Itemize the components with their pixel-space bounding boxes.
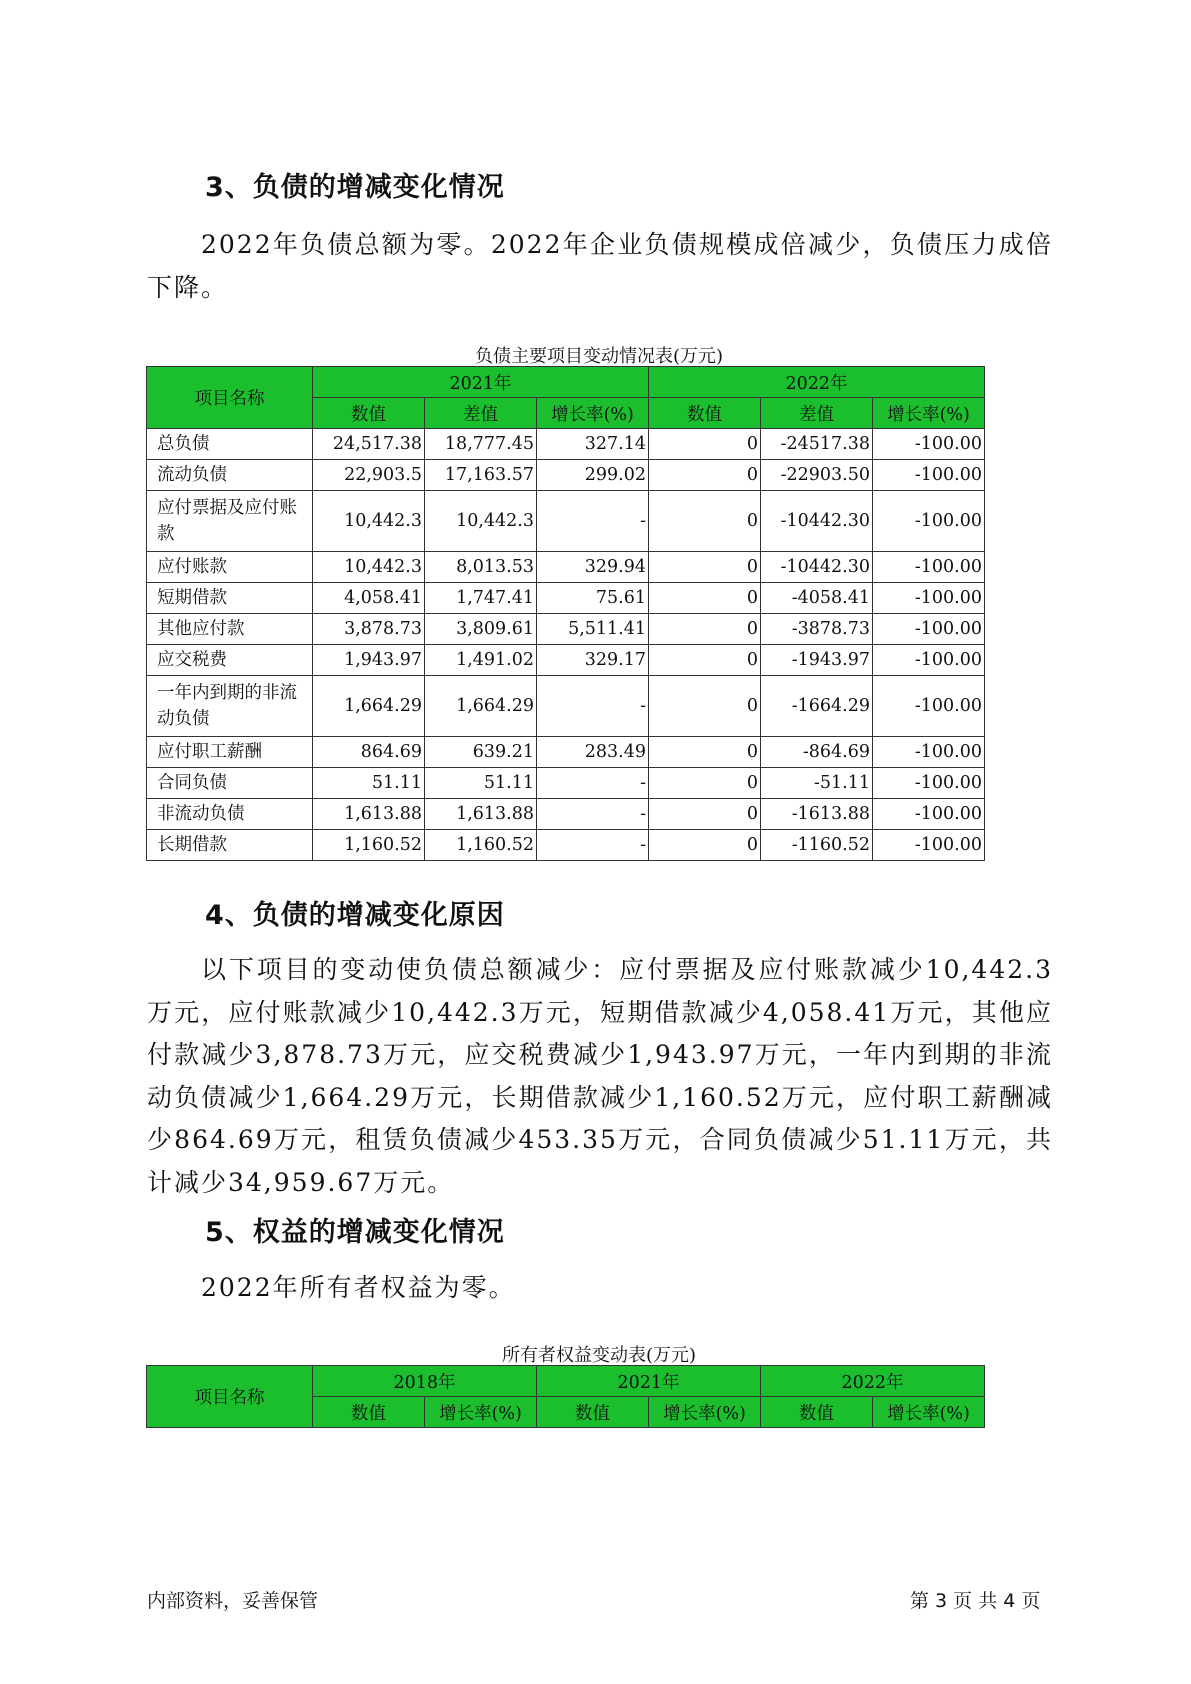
- value-2022-cell: 0: [649, 552, 761, 583]
- item-name-cell: 应付账款: [147, 552, 313, 583]
- header-diff: 差值: [761, 398, 873, 429]
- diff-2022-cell: -1613.88: [761, 799, 873, 830]
- table2-caption: 所有者权益变动表(万元): [501, 1345, 697, 1366]
- diff-2021-cell: 8,013.53: [425, 552, 537, 583]
- item-name-cell: 其他应付款: [147, 614, 313, 645]
- section3-heading: 3、负债的增减变化情况: [205, 172, 505, 203]
- diff-2022-cell: -1160.52: [761, 830, 873, 861]
- header-value: 数值: [313, 398, 425, 429]
- value-2022-cell: 0: [649, 583, 761, 614]
- value-2021-cell: 51.11: [313, 768, 425, 799]
- item-name-cell: 应交税费: [147, 645, 313, 676]
- header-growth: 增长率(%): [873, 1397, 985, 1428]
- diff-2021-cell: 51.11: [425, 768, 537, 799]
- growth-2022-cell: -100.00: [873, 429, 985, 460]
- header-growth: 增长率(%): [873, 398, 985, 429]
- diff-2021-cell: 3,809.61: [425, 614, 537, 645]
- item-name-cell: 应付票据及应付账款: [147, 491, 313, 552]
- header-growth: 增长率(%): [537, 398, 649, 429]
- table-row: [147, 429, 985, 460]
- growth-2021-cell: 75.61: [537, 583, 649, 614]
- header-year-2022: 2022年: [761, 1366, 985, 1397]
- diff-2022-cell: -3878.73: [761, 614, 873, 645]
- table-row: [147, 768, 985, 799]
- value-2021-cell: 10,442.3: [313, 552, 425, 583]
- growth-2021-cell: -: [537, 799, 649, 830]
- value-2021-cell: 22,903.5: [313, 460, 425, 491]
- table-row: [147, 583, 985, 614]
- footer-confidential: 内部资料，妥善保管: [147, 1590, 319, 1612]
- table-row: [147, 676, 985, 737]
- header-year-2022: 2022年: [649, 367, 985, 398]
- header-year-2021: 2021年: [537, 1366, 761, 1397]
- header-value: 数值: [313, 1397, 425, 1428]
- growth-2022-cell: -100.00: [873, 460, 985, 491]
- value-2021-cell: 1,613.88: [313, 799, 425, 830]
- section5-paragraph: 2022年所有者权益为零。: [201, 1273, 516, 1302]
- table-row: [147, 460, 985, 491]
- item-name-cell: 非流动负债: [147, 799, 313, 830]
- item-name-cell: 长期借款: [147, 830, 313, 861]
- value-2021-cell: 1,943.97: [313, 645, 425, 676]
- header-diff: 差值: [425, 398, 537, 429]
- value-2022-cell: 0: [649, 768, 761, 799]
- growth-2022-cell: -100.00: [873, 614, 985, 645]
- diff-2022-cell: -1943.97: [761, 645, 873, 676]
- item-name-cell: 短期借款: [147, 583, 313, 614]
- value-2021-cell: 4,058.41: [313, 583, 425, 614]
- growth-2021-cell: 5,511.41: [537, 614, 649, 645]
- table1-caption: 负债主要项目变动情况表(万元): [474, 346, 724, 367]
- footer-page-number: 第 3 页 共 4 页: [910, 1590, 1041, 1612]
- equity-table: [146, 1365, 985, 1428]
- growth-2022-cell: -100.00: [873, 799, 985, 830]
- value-2022-cell: 0: [649, 491, 761, 552]
- growth-2022-cell: -100.00: [873, 552, 985, 583]
- header-year-2018: 2018年: [313, 1366, 537, 1397]
- diff-2022-cell: -51.11: [761, 768, 873, 799]
- growth-2022-cell: -100.00: [873, 645, 985, 676]
- growth-2022-cell: -100.00: [873, 768, 985, 799]
- header-value: 数值: [537, 1397, 649, 1428]
- section4-heading: 4、负债的增减变化原因: [205, 900, 505, 931]
- growth-2022-cell: -100.00: [873, 737, 985, 768]
- item-name-cell: 一年内到期的非流动负债: [147, 676, 313, 737]
- diff-2021-cell: 18,777.45: [425, 429, 537, 460]
- growth-2022-cell: -100.00: [873, 830, 985, 861]
- growth-2021-cell: 329.94: [537, 552, 649, 583]
- growth-2022-cell: -100.00: [873, 676, 985, 737]
- growth-2021-cell: 283.49: [537, 737, 649, 768]
- growth-2022-cell: -100.00: [873, 583, 985, 614]
- table-row: [147, 830, 985, 861]
- diff-2021-cell: 1,613.88: [425, 799, 537, 830]
- header-item-name: 项目名称: [147, 367, 313, 429]
- table-row: [147, 491, 985, 552]
- table-row: [147, 799, 985, 830]
- value-2021-cell: 24,517.38: [313, 429, 425, 460]
- diff-2021-cell: 1,491.02: [425, 645, 537, 676]
- header-growth: 增长率(%): [649, 1397, 761, 1428]
- item-name-cell: 流动负债: [147, 460, 313, 491]
- growth-2021-cell: 299.02: [537, 460, 649, 491]
- diff-2022-cell: -4058.41: [761, 583, 873, 614]
- header-year-2021: 2021年: [313, 367, 649, 398]
- value-2021-cell: 1,664.29: [313, 676, 425, 737]
- header-growth: 增长率(%): [425, 1397, 537, 1428]
- diff-2021-cell: 1,747.41: [425, 583, 537, 614]
- header-item-name: 项目名称: [147, 1366, 313, 1428]
- header-value: 数值: [649, 398, 761, 429]
- table-row: [147, 552, 985, 583]
- value-2022-cell: 0: [649, 460, 761, 491]
- value-2021-cell: 10,442.3: [313, 491, 425, 552]
- item-name-cell: 合同负债: [147, 768, 313, 799]
- value-2021-cell: 864.69: [313, 737, 425, 768]
- section3-paragraph: 2022年负债总额为零。2022年企业负债规模成倍减少，负债压力成倍下降。: [147, 230, 1053, 302]
- value-2021-cell: 1,160.52: [313, 830, 425, 861]
- diff-2022-cell: -864.69: [761, 737, 873, 768]
- diff-2021-cell: 1,160.52: [425, 830, 537, 861]
- value-2022-cell: 0: [649, 799, 761, 830]
- value-2022-cell: 0: [649, 830, 761, 861]
- table-row: [147, 614, 985, 645]
- value-2021-cell: 3,878.73: [313, 614, 425, 645]
- growth-2022-cell: -100.00: [873, 491, 985, 552]
- diff-2021-cell: 1,664.29: [425, 676, 537, 737]
- value-2022-cell: 0: [649, 429, 761, 460]
- diff-2022-cell: -10442.30: [761, 552, 873, 583]
- diff-2022-cell: -10442.30: [761, 491, 873, 552]
- section4-paragraph: 以下项目的变动使负债总额减少：应付票据及应付账款减少10,442.3万元，应付账款减少10,442.3万元，短期借款减少4,058.41万元，其他应付款减少3,878.73万元，应交税费减少1,943.97万元，一年内到期的非流动负债减少1,664.29万元，长期借款减少1,160.52万元，应付职工薪酬减少864.69万元，租赁负债减少453.35万元，合同负债减少51.11万元，共计减少34,959.67万元。: [147, 955, 1053, 1197]
- growth-2021-cell: -: [537, 830, 649, 861]
- diff-2022-cell: -1664.29: [761, 676, 873, 737]
- diff-2022-cell: -22903.50: [761, 460, 873, 491]
- diff-2021-cell: 17,163.57: [425, 460, 537, 491]
- value-2022-cell: 0: [649, 737, 761, 768]
- liability-table: [146, 366, 985, 861]
- diff-2022-cell: -24517.38: [761, 429, 873, 460]
- table-row: [147, 645, 985, 676]
- diff-2021-cell: 639.21: [425, 737, 537, 768]
- growth-2021-cell: -: [537, 491, 649, 552]
- growth-2021-cell: -: [537, 676, 649, 737]
- header-value: 数值: [761, 1397, 873, 1428]
- value-2022-cell: 0: [649, 645, 761, 676]
- growth-2021-cell: 329.17: [537, 645, 649, 676]
- value-2022-cell: 0: [649, 676, 761, 737]
- item-name-cell: 总负债: [147, 429, 313, 460]
- item-name-cell: 应付职工薪酬: [147, 737, 313, 768]
- diff-2021-cell: 10,442.3: [425, 491, 537, 552]
- growth-2021-cell: -: [537, 768, 649, 799]
- growth-2021-cell: 327.14: [537, 429, 649, 460]
- section5-heading: 5、权益的增减变化情况: [205, 1217, 505, 1248]
- value-2022-cell: 0: [649, 614, 761, 645]
- table-row: [147, 737, 985, 768]
